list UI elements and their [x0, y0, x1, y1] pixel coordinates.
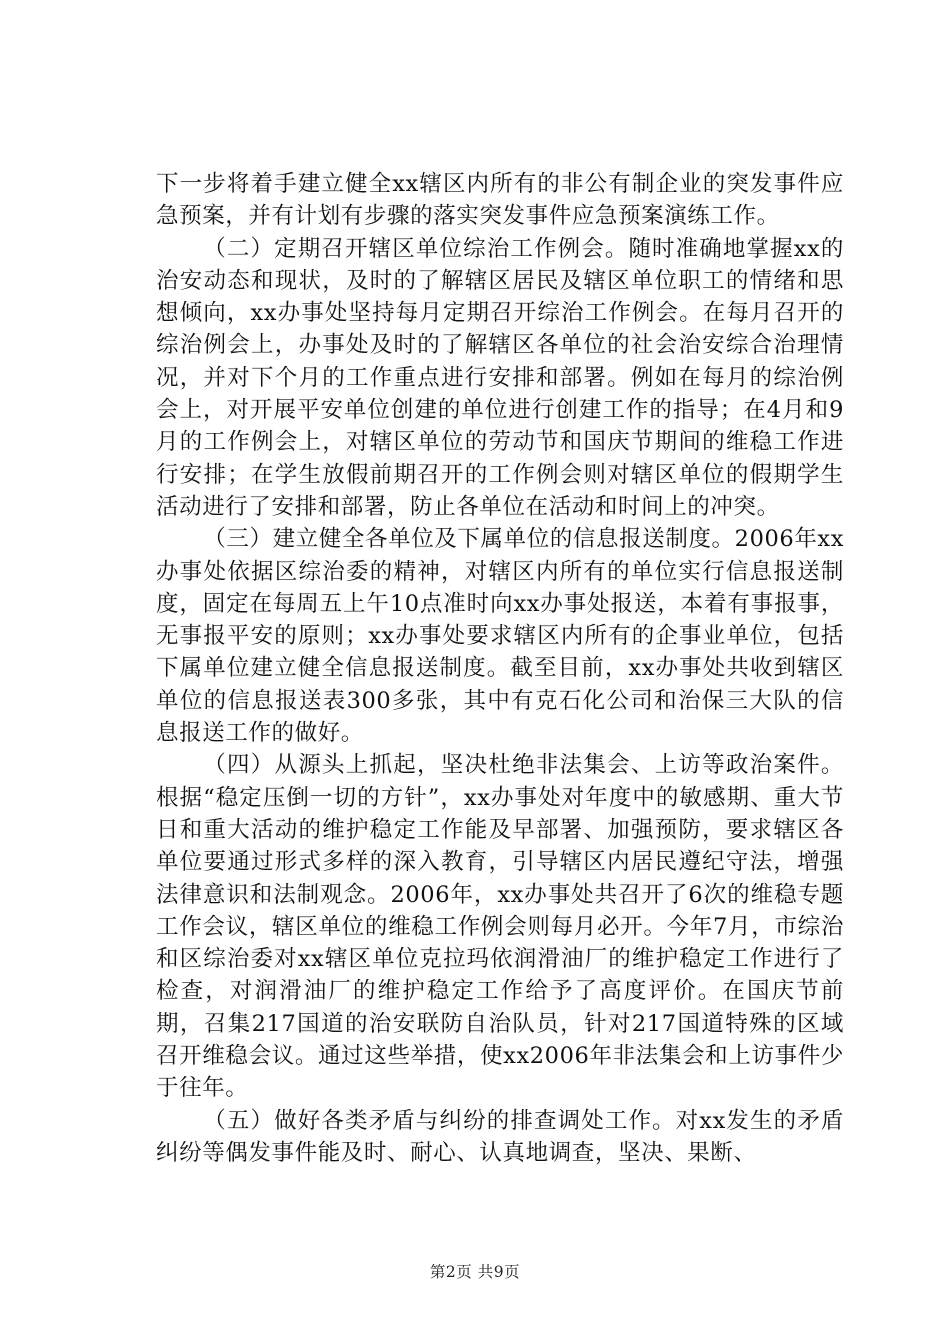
document-body: [156, 168, 844, 1169]
paragraph-continuation: 下一步将着手建立健全xx辖区内所有的非公有制企业的突发事件应急预案，并有计划有步骤的落实突发事件应急预案演练工作。: [156, 171, 844, 230]
page-number-label: 第2页 共9页: [429, 1263, 521, 1281]
paragraph-section-4: （四）从源头上抓起，坚决杜绝非法集会、上访等政治案件。根据“稳定压倒一切的方针”，xx办事处对年度中的敏感期、重大节日和重大活动的维护稳定工作能及早部署、加强预防，要求辖区各单位要通过形式多样的深入教育，引导辖区内居民遵纪守法，增强法律意识和法制观念。2006年，xx办事处共召开了6次的维稳专题工作会议，辖区单位的维稳工作例会则每月必开。今年7月，市综治和区综治委对xx辖区单位克拉玛依润滑油厂的维护稳定工作进行了检查，对润滑油厂的维护稳定工作给予了高度评价。在国庆节前期，召集217国道的治安联防自治队员，针对217国道特殊的区域召开维稳会议。通过这些举措，使xx2006年非法集会和上访事件少于往年。: [156, 752, 844, 1102]
page-footer: [0, 1260, 950, 1282]
paragraph-section-3: （三）建立健全各单位及下属单位的信息报送制度。2006年xx办事处依据区综治委的精神，对辖区内所有的单位实行信息报送制度，固定在每周五上午10点准时向xx办事处报送，本着有事报事，无事报平安的原则；xx办事处要求辖区内所有的企事业单位，包括下属单位建立健全信息报送制度。截至目前，xx办事处共收到辖区单位的信息报送表300多张，其中有克石化公司和治保三大队的信息报送工作的做好。: [156, 526, 844, 747]
paragraph-section-2: （二）定期召开辖区单位综治工作例会。随时准确地掌握xx的治安动态和现状，及时的了解辖区居民及辖区单位职工的情绪和思想倾向，xx办事处坚持每月定期召开综治工作例会。在每月召开的综治例会上，办事处及时的了解辖区各单位的社会治安综合治理情况，并对下个月的工作重点进行安排和部署。例如在每月的综治例会上，对开展平安单位创建的单位进行创建工作的指导；在4月和9月的工作例会上，对辖区单位的劳动节和国庆节期间的维稳工作进行安排；在学生放假前期召开的工作例会则对辖区单位的假期学生活动进行了安排和部署，防止各单位在活动和时间上的冲突。: [156, 235, 844, 520]
paragraph-section-5: （五）做好各类矛盾与纠纷的排查调处工作。对xx发生的矛盾纠纷等偶发事件能及时、耐心、认真地调查，坚决、果断、: [156, 1107, 844, 1166]
